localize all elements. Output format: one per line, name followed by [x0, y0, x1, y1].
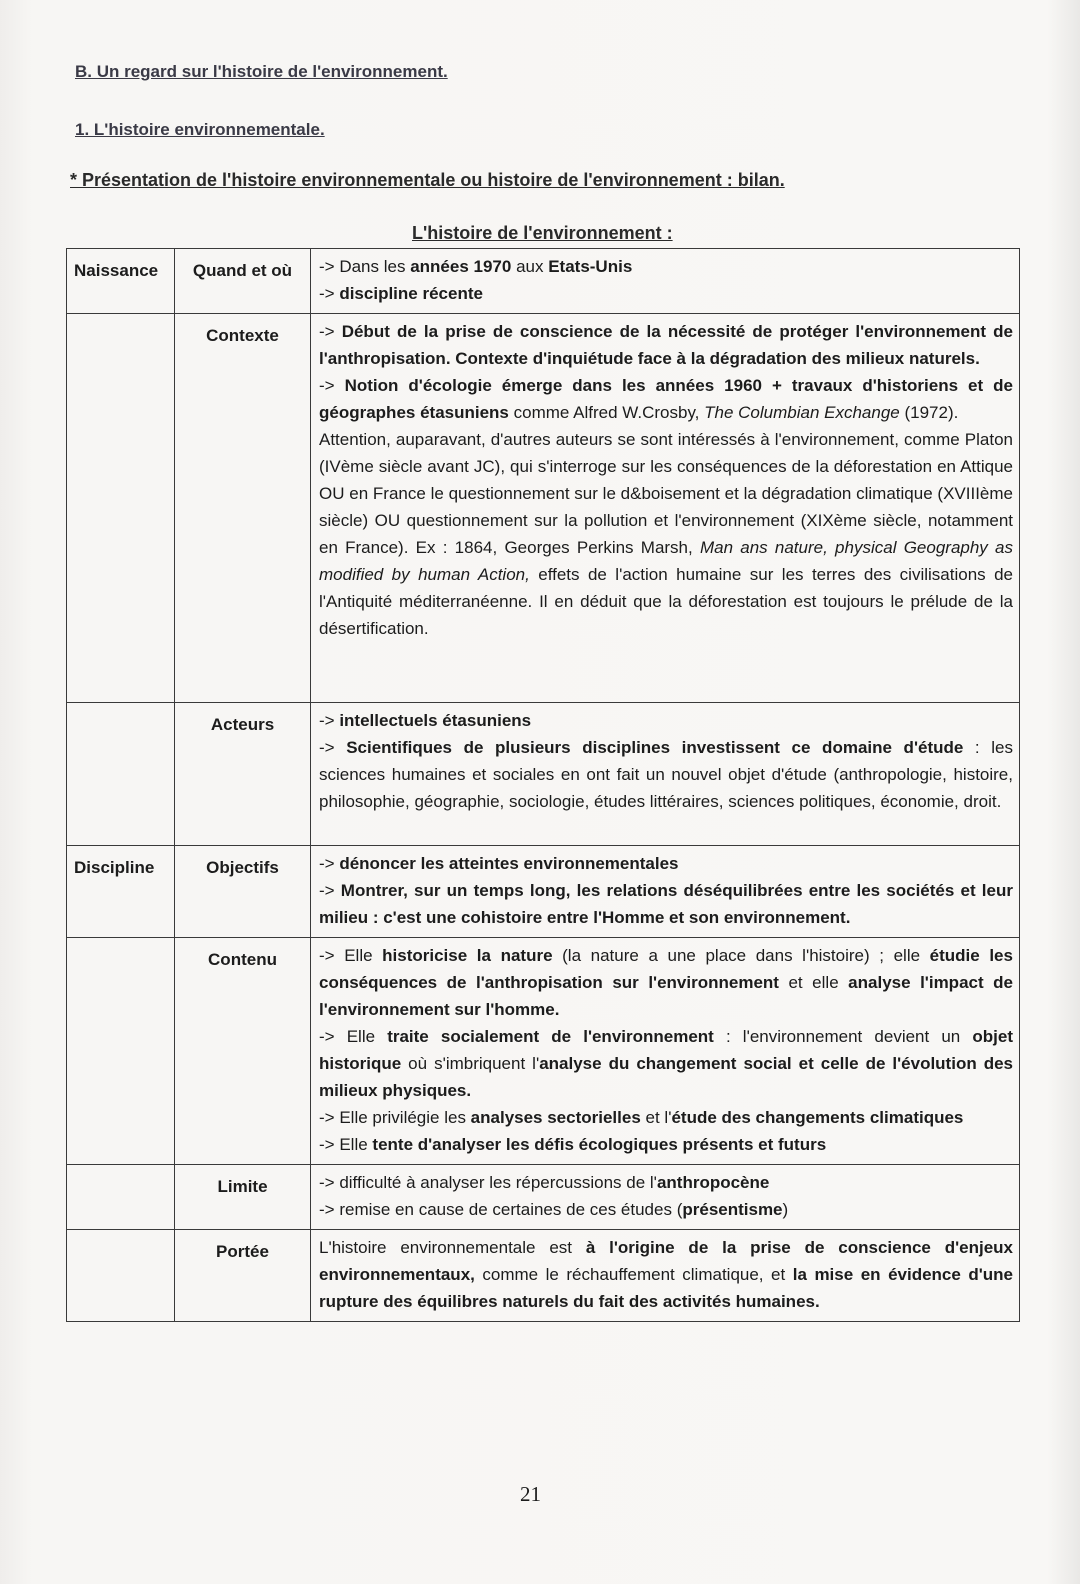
label-contenu: Contenu: [175, 938, 311, 1165]
label-objectifs: Objectifs: [175, 846, 311, 938]
label-limite: Limite: [175, 1165, 311, 1230]
group-naissance: Naissance: [67, 249, 175, 314]
cell-contexte: -> Début de la prise de conscience de la nécessité de protéger l'environnement de l'anthropisation. Contexte d'inquiétude face à la dégradation des milieux naturels. -> Notion d'écologie émerge dans les années 1960 + travaux d'historiens et de géographes étasuniens comme Alfred W.Crosby, The Columbian Exchange (1972). Attention, auparavant, d'autres auteurs se sont intéressés à l'environnement, comme Platon (IVème siècle avant JC), qui s'interroge sur les conséquences de la déforestation en Attique OU en France le questionnement sur le d&boisement et la dégradation climatique (XVIIIème siècle) OU questionnement sur la pollution et l'environnement (XIXème siècle, notamment en France). Ex : 1864, Georges Perkins Marsh, Man ans nature, physical Geography as modified by human Action, effets de l'action humaine sur les terres des civilisations de l'Antiquité méditerranéenne. Il en déduit que la déforestation est toujours le prélude de la désertification.: [311, 314, 1020, 703]
table-row-quand: [67, 249, 1020, 314]
table-row-limite: [67, 1165, 1020, 1230]
presentation-heading: * Présentation de l'histoire environnementale ou histoire de l'environnement : bilan.: [70, 170, 785, 190]
cell-limite: -> difficulté à analyser les répercussions de l'anthropocène -> remise en cause de certaines de ces études (présentisme): [311, 1165, 1020, 1230]
label-portee: Portée: [175, 1230, 311, 1322]
table-row-contenu: [67, 938, 1020, 1165]
table-row-acteurs: [67, 703, 1020, 846]
page-number: 21: [520, 1482, 541, 1506]
table-row-portee: [67, 1230, 1020, 1322]
cell-objectifs: -> dénoncer les atteintes environnementales -> Montrer, sur un temps long, les relations déséquilibrées entre les sociétés et leur milieu : c'est une cohistoire entre l'Homme et son environnement.: [311, 846, 1020, 938]
cell-quand-et-ou: -> Dans les années 1970 aux Etats-Unis -> discipline récente: [311, 249, 1020, 314]
cell-portee: L'histoire environnementale est à l'origine de la prise de conscience d'enjeux environnementaux, comme le réchauffement climatique, et la mise en évidence d'une rupture des équilibres naturels du fait des activités humaines.: [311, 1230, 1020, 1322]
table-title: L'histoire de l'environnement :: [412, 223, 673, 243]
section-heading-1: 1. L'histoire environnementale.: [75, 120, 325, 139]
label-quand-et-ou: Quand et où: [175, 249, 311, 314]
label-acteurs: Acteurs: [175, 703, 311, 846]
summary-table: [66, 248, 1020, 1322]
label-contexte: Contexte: [175, 314, 311, 703]
table-row-contexte: [67, 314, 1020, 703]
cell-acteurs: -> intellectuels étasuniens -> Scientifiques de plusieurs disciplines investissent ce domaine d'étude : les sciences humaines et sociales en ont fait un nouvel objet d'étude (anthropologie, histoire, philosophie, géographie, sociologie, études littéraires, sciences politiques, économie, droit.: [311, 703, 1020, 846]
group-discipline: Discipline: [67, 846, 175, 938]
table-row-objectifs: [67, 846, 1020, 938]
section-heading-b: B. Un regard sur l'histoire de l'environnement.: [75, 62, 448, 81]
cell-contenu: -> Elle historicise la nature (la nature a une place dans l'histoire) ; elle étudie les conséquences de l'anthropisation sur l'environnement et elle analyse l'impact de l'environnement sur l'homme. -> Elle traite socialement de l'environnement : l'environnement devient un objet historique où s'imbriquent l'analyse du changement social et celle de l'évolution des milieux physiques. -> Elle privilégie les analyses sectorielles et l'étude des changements climatiques -> Elle tente d'analyser les défis écologiques présents et futurs: [311, 938, 1020, 1165]
